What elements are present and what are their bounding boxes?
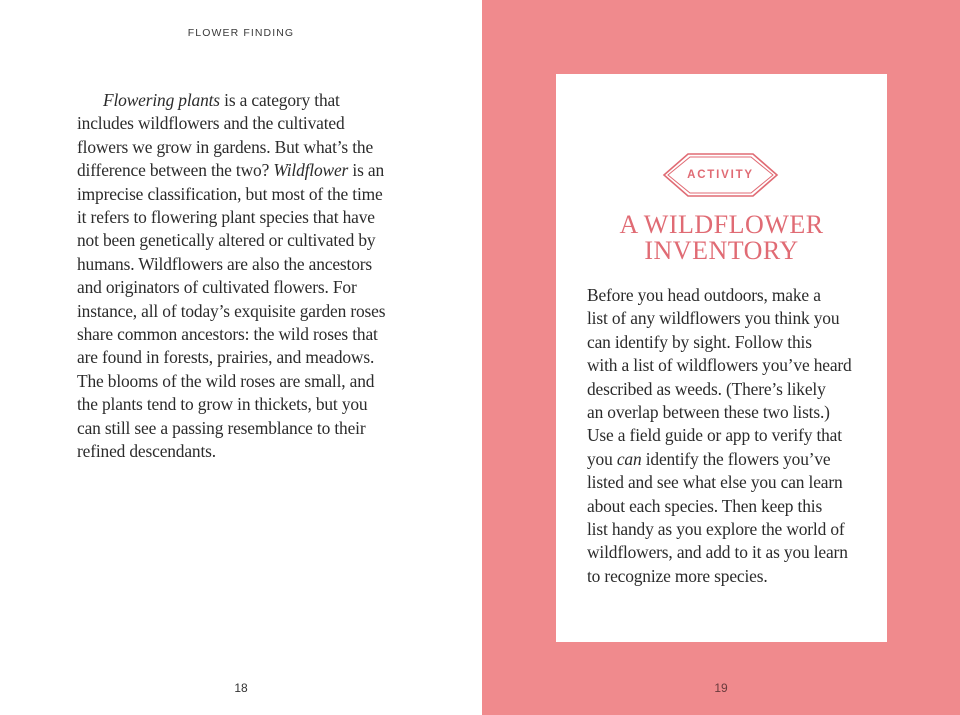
text-line: an overlap between these two lists.) <box>587 402 830 423</box>
text-line: you can identify the flowers you’ve <box>587 448 831 469</box>
text-line: described as weeds. (There’s likely <box>587 378 826 399</box>
title-line: INVENTORY <box>644 236 799 265</box>
text-line: wildflowers, and add to it as you learn <box>587 542 848 563</box>
text-line: list of any wildflowers you think you <box>587 308 840 329</box>
text-line: listed and see what else you can learn <box>587 472 843 493</box>
text-line: instance, all of today’s exquisite garden roses <box>77 300 386 321</box>
page-number-left: 18 <box>234 681 248 695</box>
right-page <box>482 0 960 715</box>
text-line: to recognize more species. <box>587 565 768 586</box>
text-line: it refers to flowering plant species that have <box>77 207 375 228</box>
title-line: A WILDFLOWER <box>619 210 824 239</box>
text-line: can still see a passing resemblance to their <box>77 417 366 438</box>
text-line: humans. Wildflowers are also the ancestors <box>77 253 372 274</box>
text-line: imprecise classification, but most of the time <box>77 183 383 204</box>
text-line: Before you head outdoors, make a <box>587 285 821 305</box>
text-line: flowers we grow in gardens. But what’s the <box>77 136 374 157</box>
running-head: FLOWER FINDING <box>187 27 295 39</box>
body-paragraph <box>77 89 407 464</box>
text-line: and originators of cultivated flowers. For <box>77 277 357 298</box>
text-line: can identify by sight. Follow this <box>587 331 812 352</box>
text-line: share common ancestors: the wild roses that <box>77 324 378 345</box>
activity-title <box>556 212 887 264</box>
text-line: refined descendants. <box>77 441 216 462</box>
text-line: are found in forests, prairies, and meadows. <box>77 347 375 368</box>
text-line: the plants tend to grow in thickets, but you <box>77 394 368 415</box>
text-line: Flowering plants is a category that <box>103 90 340 110</box>
text-line: not been genetically altered or cultivated by <box>77 230 376 251</box>
text-line: list handy as you explore the world of <box>587 519 845 540</box>
activity-badge <box>662 152 779 198</box>
text-line: The blooms of the wild roses are small, and <box>77 370 375 391</box>
badge-label: ACTIVITY <box>687 169 754 181</box>
text-line: difference between the two? Wildflower is an <box>77 160 384 181</box>
activity-paragraph <box>587 284 877 588</box>
text-line: includes wildflowers and the cultivated <box>77 113 345 134</box>
activity-card <box>556 74 887 642</box>
text-line: Use a field guide or app to verify that <box>587 425 842 446</box>
text-line: about each species. Then keep this <box>587 495 823 516</box>
page-number-right: 19 <box>714 681 728 695</box>
text-line: with a list of wildflowers you’ve heard <box>587 355 852 376</box>
